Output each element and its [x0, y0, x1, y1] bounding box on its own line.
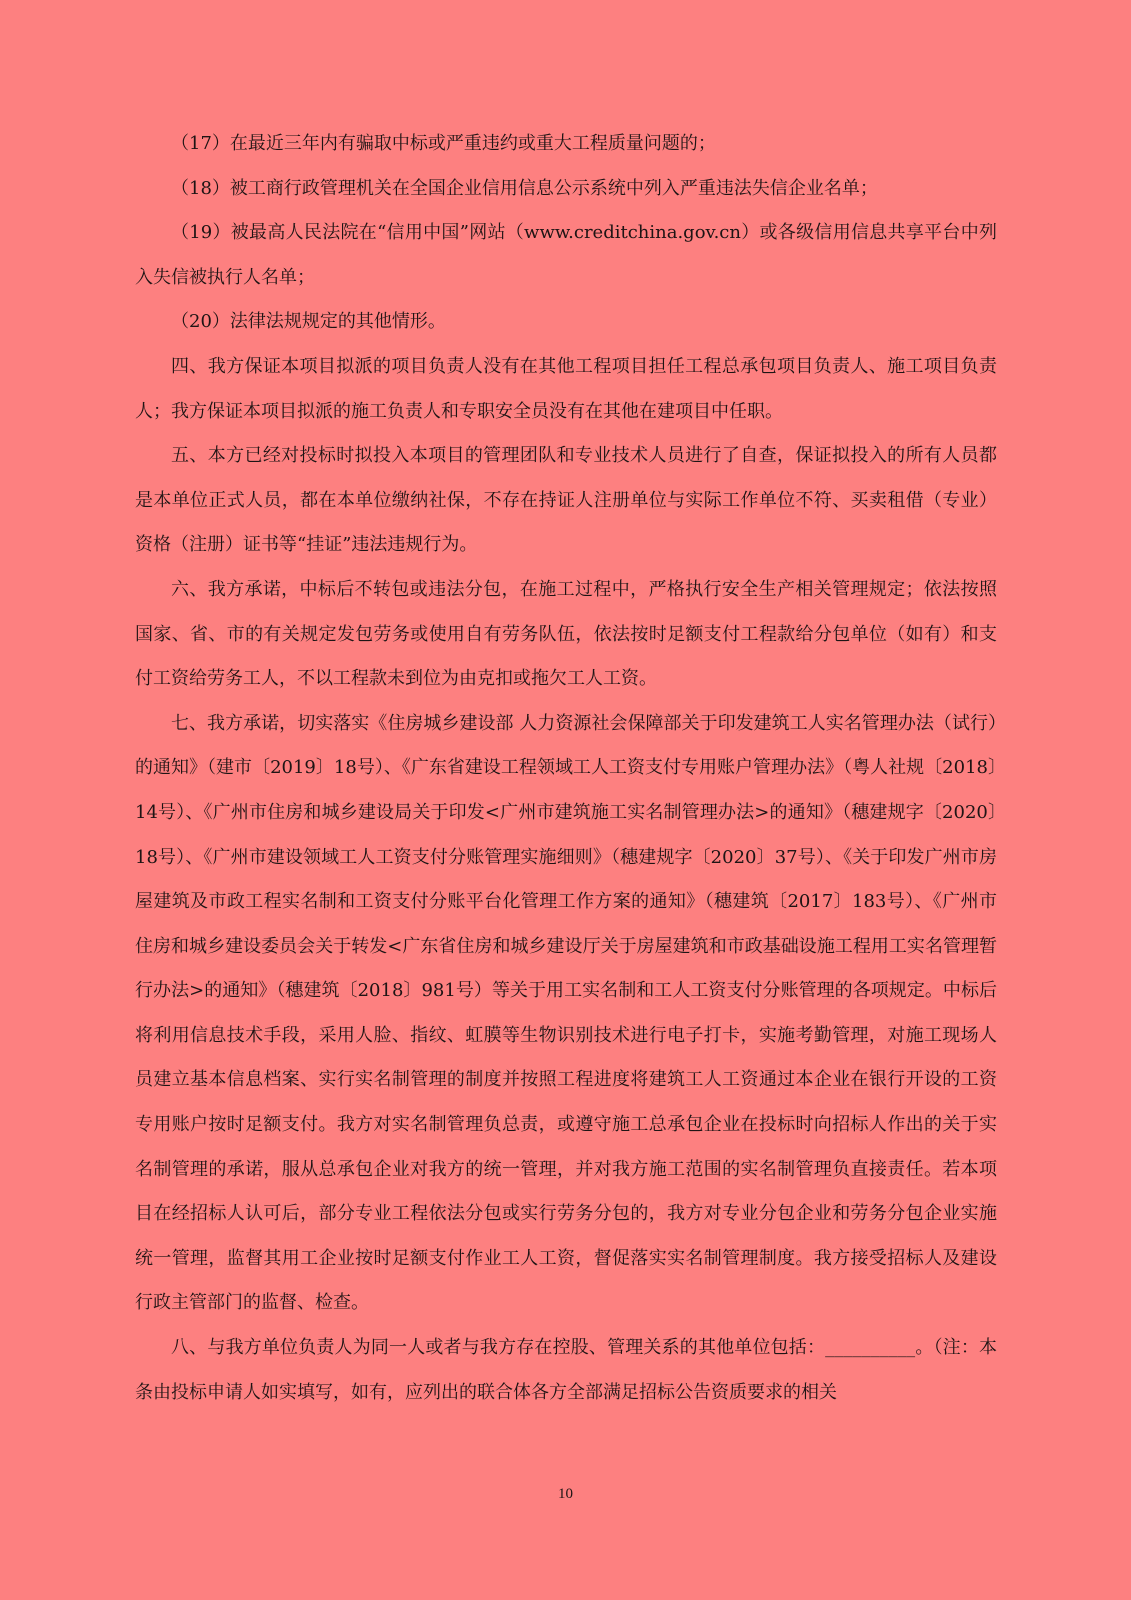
- paragraph-item-20: （20）法律法规规定的其他情形。: [171, 311, 446, 333]
- paragraph-item-18: （18）被工商行政管理机关在全国企业信用信息公示系统中列入严重违法失信企业名单；: [171, 177, 878, 199]
- document-body: [135, 122, 997, 1415]
- paragraph-item-17: （17）在最近三年内有骗取中标或严重违约或重大工程质量问题的；: [171, 133, 716, 154]
- paragraph-section-7: 七、我方承诺，切实落实《住房城乡建设部 人力资源社会保障部关于印发建筑工人实名管理办法（试行）的通知》（建市〔2019〕18号）、《广东省建设工程领域工人工资支付专用账户管理办法》（粤人社规〔2018〕14号）、《广州市住房和城乡建设局关于印发<广州市建筑施工实名制管理办法>的通知》（穗建规字〔2020〕18号）、《广州市建设领域工人工资支付分账管理实施细则》（穗建规字〔2020〕37号）、《关于印发广州市房屋建筑及市政工程实名制和工资支付分账平台化管理工作方案的通知》（穗建筑〔2017〕183号）、《广州市住房和城乡建设委员会关于转发<广东省住房和城乡建设厅关于房屋建筑和市政基础设施工程用工实名管理暂行办法>的通知》（穗建筑〔2018〕981号）等关于用工实名制和工人工资支付分账管理的各项规定。中标后将利用信息技术手段，采用人脸、指纹、虹膜等生物识别技术进行电子打卡，实施考勤管理，对施工现场人员建立基本信息档案、实行实名制管理的制度并按照工程进度将建筑工人工资通过本企业在银行开设的工资专用账户按时足额支付。我方对实名制管理负总责，或遵守施工总承包企业在投标时向招标人作出的关于实名制管理的承诺，服从总承包企业对我方的统一管理，并对我方施工范围的实名制管理负直接责任。若本项目在经招标人认可后，部分专业工程依法分包或实行劳务分包的，我方对专业分包企业和劳务分包企业实施统一管理，监督其用工企业按时足额支付作业工人工资，督促落实实名制管理制度。我方接受招标人及建设行政主管部门的监督、检查。: [135, 712, 997, 1314]
- paragraph-item-19: （19）被最高人民法院在“信用中国”网站（www.creditchina.gov.cn）或各级信用信息共享平台中列入失信被执行人名单；: [135, 222, 997, 288]
- paragraph-section-5: 五、本方已经对投标时拟投入本项目的管理团队和专业技术人员进行了自查，保证拟投入的所有人员都是本单位正式人员，都在本单位缴纳社保，不存在持证人注册单位与实际工作单位不符、买卖租借（专业）资格（注册）证书等“挂证”违法违规行为。: [135, 445, 997, 556]
- paragraph-section-4: 四、我方保证本项目拟派的项目负责人没有在其他工程项目担任工程总承包项目负责人、施工项目负责人；我方保证本项目拟派的施工负责人和专职安全员没有在其他在建项目中任职。: [135, 355, 997, 422]
- paragraph-section-8: 八、与我方单位负责人为同一人或者与我方存在控股、管理关系的其他单位包括：__________。（注：本条由投标申请人如实填写，如有，应列出的联合体各方全部满足招标公告资质要求的相关: [135, 1337, 997, 1403]
- paragraph-section-6: 六、我方承诺，中标后不转包或违法分包，在施工过程中，严格执行安全生产相关管理规定；依法按照国家、省、市的有关规定发包劳务或使用自有劳务队伍，依法按时足额支付工程款给分包单位（如有）和支付工资给劳务工人，不以工程款未到位为由克扣或拖欠工人工资。: [135, 578, 997, 690]
- page-number: 10: [558, 1486, 573, 1502]
